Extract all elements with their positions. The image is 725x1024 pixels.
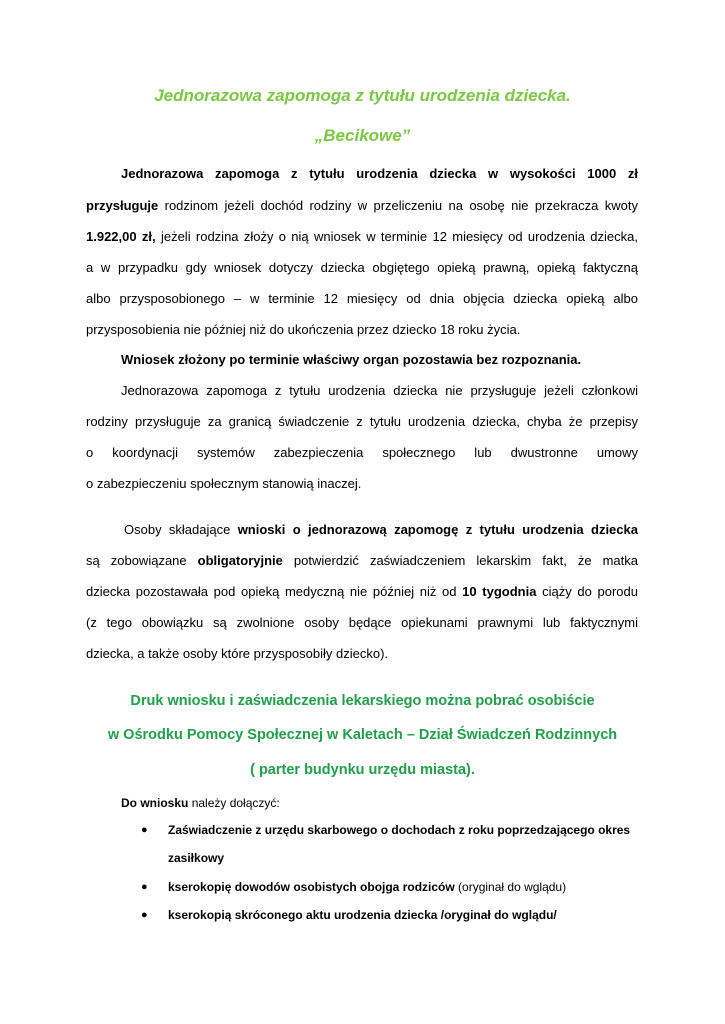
para1-line5: albo przysposobionego – w terminie 12 miesięcy od dnia objęcia dziecka opieką albo [86, 291, 638, 306]
attachments-heading-text: należy dołączyć: [191, 796, 280, 810]
para1-line3 [86, 229, 638, 245]
para4-line2-text-c: potwierdzić zaświadczeniem lekarskim fakt, że matka [293, 553, 638, 568]
info-line2: w Ośrodku Pomocy Społecznej w Kaletach – Dział Świadczeń Rodzinnych [107, 727, 618, 743]
para1-line1 [121, 166, 638, 182]
para1-line2-text: rodzinom jeżeli dochód rodziny w przeliczeniu na osobę nie przekracza kwoty [164, 198, 638, 213]
para4-line3-text-c: ciąży do porodu [542, 584, 638, 599]
attachments-heading-bold: Do wniosku [121, 796, 189, 810]
page-subtitle: „Becikowe” [314, 126, 411, 145]
para4-line1-text: Osoby składające [124, 522, 231, 537]
para4-line3-bold: 10 tygodnia [462, 584, 537, 599]
para1-line2-bold: przysługuje [86, 198, 159, 213]
para4-line1-bold: wnioski o jednorazową zapomogę z tytułu urodzenia dziecka [237, 522, 638, 537]
para4-line3 [86, 584, 638, 600]
para3-line4: o zabezpieczeniu społecznym stanowią inaczej. [86, 476, 362, 491]
bullet-dot-icon: ● [141, 824, 148, 836]
para4-line1 [124, 522, 638, 538]
list-item-bold: zasiłkowy [168, 851, 225, 865]
list-item-text: (oryginał do wglądu) [458, 880, 567, 894]
para3-line1: Jednorazowa zapomoga z tytułu urodzenia dziecka nie przysługuje jeżeli członkowi [121, 383, 638, 398]
page-title: Jednorazowa zapomoga z tytułu urodzenia dziecka. [154, 86, 571, 105]
bullet-dot-icon: ● [141, 881, 148, 893]
para4-line3-text-a: dziecka pozostawała pod opieką medyczną nie później niż od [86, 584, 457, 599]
para4-line2-text-a: są zobowiązane [86, 553, 187, 568]
para3-line2: rodziny przysługuje za granicą świadczenie z tytułu urodzenia dziecka, chyba że przepisy [86, 414, 638, 429]
para1-line1-bold: Jednorazowa zapomoga z tytułu urodzenia dziecka w wysokości 1000 zł [121, 166, 638, 181]
para1-line6: przysposobienia nie później niż do ukończenia przez dziecko 18 roku życia. [86, 322, 521, 337]
para1-line4: a w przypadku gdy wniosek dotyczy dziecka obgiętego opieką prawną, opieką faktyczną [86, 260, 638, 275]
list-item-bold: Zaświadczenie z urzędu skarbowego o dochodach z roku poprzedzającego okres [168, 823, 631, 837]
para1-line3-text: jeżeli rodzina złoży o nią wniosek w terminie 12 miesięcy od urodzenia dziecka, [160, 229, 638, 244]
para2-bold: Wniosek złożony po terminie właściwy organ pozostawia bez rozpoznania. [121, 352, 582, 367]
info-line1: Druk wniosku i zaświadczenia lekarskiego można pobrać osobiście [130, 693, 595, 709]
para3-line3: o koordynacji systemów zabezpieczenia społecznego lub dwustronne umowy [86, 445, 638, 460]
para2-line [121, 352, 673, 368]
para4-line4: (z tego obowiązku są zwolnione osoby będące opiekunami prawnymi lub faktycznymi [86, 615, 638, 630]
list-item-bold: kserokopią skróconego aktu urodzenia dziecka /oryginał do wglądu/ [168, 908, 557, 922]
attachments-heading [121, 795, 673, 811]
para4-line2 [86, 553, 638, 569]
para1-line3-bold: 1.922,00 zł, [86, 229, 156, 244]
para4-line5: dziecka, a także osoby które przysposobiły dziecko). [86, 646, 389, 661]
para4-line2-bold: obligatoryjnie [197, 553, 283, 568]
bullet-dot-icon: ● [141, 909, 148, 921]
info-line3: ( parter budynku urzędu miasta). [250, 762, 475, 778]
para1-line2 [86, 198, 638, 214]
list-item-bold: kserokopię dowodów osobistych obojga rodziców [168, 880, 455, 894]
